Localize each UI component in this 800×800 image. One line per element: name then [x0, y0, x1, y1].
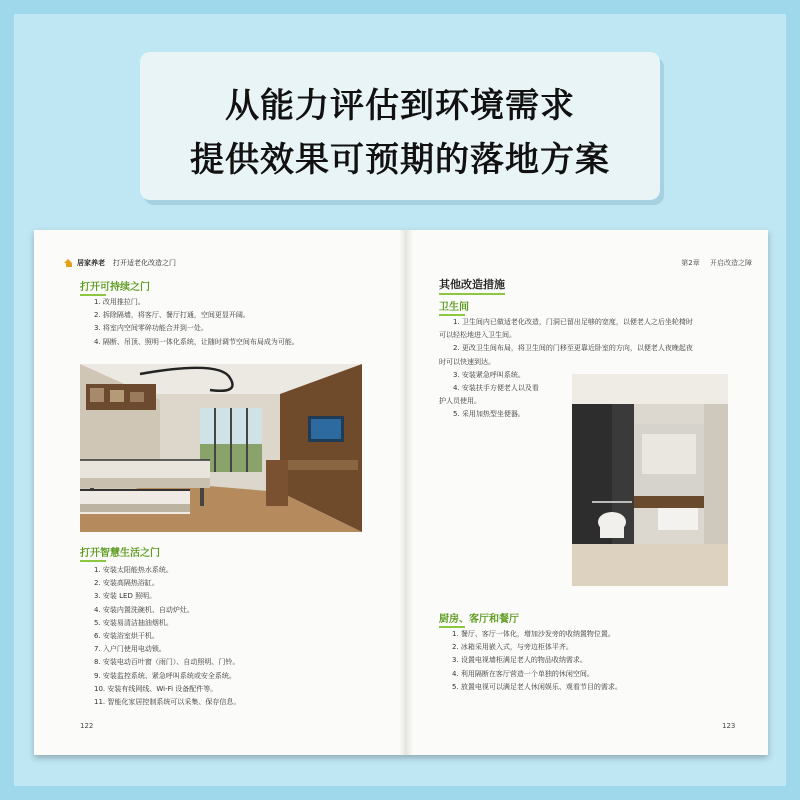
list-item: 11. 智能化家居控制系统可以采集、保存信息。: [94, 698, 241, 707]
sustainable-list: [94, 296, 299, 349]
section-title-other-measures: 其他改造措施: [439, 278, 505, 291]
banner-line-1: 从能力评估到环境需求: [225, 86, 575, 126]
header-subtitle: 打开适老化改造之门: [113, 259, 176, 267]
list-item: 7. 入户门使用电动锁。: [94, 645, 166, 654]
paragraph-line: 4. 安装扶手方便老人以及看: [453, 384, 539, 393]
smart-living-list: [94, 564, 240, 709]
list-item: 2. 安装高隔热浴缸。: [94, 579, 159, 588]
bedroom-photo: [80, 364, 362, 532]
section-title-smart-living: 打开智慧生活之门: [80, 544, 160, 559]
paragraph-line: 5. 采用加热型坐便器。: [453, 410, 525, 419]
list-item: 2. 拆除隔墙，将客厅、餐厅打通，空间更显开阔。: [94, 311, 250, 320]
book-spine: [399, 230, 413, 755]
bedroom-illustration: [80, 364, 362, 532]
header-title: 居家养老: [77, 259, 105, 267]
list-item: 4. 利用隔断在客厅营造一个单独的休闲空间。: [452, 669, 594, 678]
section-title-bathroom: 卫生间: [439, 298, 469, 313]
kitchen-living-list: [452, 628, 622, 694]
list-item: 10. 安装有线网线、Wi-Fi 设备配件等。: [94, 684, 218, 693]
title-banner: [140, 52, 660, 200]
list-item: 4. 隔断、吊顶、照明一体化系统，让随时调节空间布局成为可能。: [94, 337, 299, 346]
list-item: 5. 安装易清洁抽油烟机。: [94, 618, 173, 627]
bathroom-illustration: [572, 374, 728, 586]
header-chapter-title: 开启改造之障: [710, 259, 752, 267]
list-item: 3. 安装 LED 照明。: [94, 592, 157, 601]
list-item: 2. 冰箱采用嵌入式，与旁边柜体平齐。: [452, 643, 573, 652]
list-item: 3. 将室内空间零碎功能合并到一处。: [94, 324, 208, 333]
list-item: 9. 安装监控系统、紧急呼叫系统或安全系统。: [94, 671, 236, 680]
left-page-header: [64, 258, 176, 268]
paragraph-line: 1. 卫生间内已做适老化改造，门洞已留出足够的宽度，以便老人之后坐轮椅时: [453, 318, 693, 326]
bathroom-photo: [572, 374, 728, 586]
list-item: 4. 安装内置洗碗机、自动炉灶。: [94, 605, 194, 614]
header-chapter: 第2章: [681, 259, 700, 267]
paragraph-line: 护人员使用。: [439, 397, 481, 406]
list-item: 8. 安装电动百叶窗（雨门）、自动照明、门铃。: [94, 658, 240, 667]
paragraph-line: 可以轻松地进入卫生间。: [439, 331, 516, 340]
list-item: 1. 安装太阳能热水系统。: [94, 566, 173, 574]
section-title-kitchen-living: 厨房、客厅和餐厅: [439, 610, 519, 625]
open-book: [34, 230, 768, 755]
banner-line-2: 提供效果可预期的落地方案: [190, 140, 610, 180]
list-item: 1. 餐厅、客厅一体化，增加沙发旁的收纳置物位置。: [452, 630, 615, 638]
paragraph-line: 时可以快速到达。: [439, 357, 495, 366]
section-title-sustainable: 打开可持续之门: [80, 278, 150, 293]
right-page-header: [681, 258, 752, 268]
list-item: 1. 改用推拉门。: [94, 298, 145, 306]
page-number-left: 122: [80, 722, 94, 730]
page-number-right: 123: [722, 722, 736, 730]
list-item: 6. 安装浴室烘干机。: [94, 632, 159, 641]
paragraph-line: 3. 安装紧急呼叫系统。: [453, 370, 525, 379]
list-item: 3. 设置电视墙柜满足老人的物品收纳需求。: [452, 656, 587, 665]
home-icon: [64, 259, 73, 267]
paragraph-line: 2. 更改卫生间布局，将卫生间的门移至更靠近卧室的方向，以便老人夜晚起夜: [453, 344, 693, 353]
list-item: 5. 放置电视可以满足老人休闲娱乐、观看节目的需求。: [452, 682, 622, 691]
